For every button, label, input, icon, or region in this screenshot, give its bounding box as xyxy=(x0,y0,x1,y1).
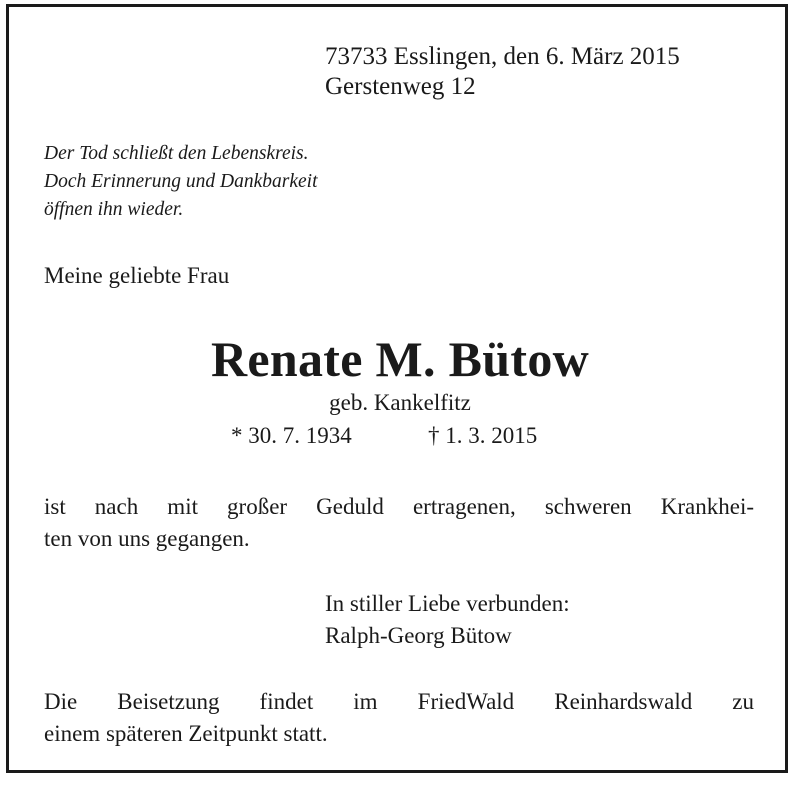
motto-line-1: Der Tod schließt den Lebenskreis. xyxy=(44,143,309,164)
signature-name: Ralph-Georg Bütow xyxy=(325,623,512,648)
maiden-name: geb. Kankelfitz xyxy=(329,390,471,415)
intro-text: Meine geliebte Frau xyxy=(44,263,230,288)
burial-line-1: Die Beisetzung findet im FriedWald Reinhardswald zu xyxy=(44,689,754,714)
signature-greeting: In stiller Liebe verbunden: xyxy=(325,591,570,616)
message-line-2: ten von uns gegangen. xyxy=(44,526,250,551)
motto-line-2: Doch Erinnerung und Dankbarkeit xyxy=(44,171,318,192)
birth-date: * 30. 7. 1934 xyxy=(231,423,352,448)
motto-line-3: öffnen ihn wieder. xyxy=(44,199,184,220)
death-date: † 1. 3. 2015 xyxy=(428,423,538,448)
message-line-1: ist nach mit großer Geduld ertragenen, schweren Krankhei- xyxy=(44,494,754,519)
street-address: Gerstenweg 12 xyxy=(325,73,476,100)
place-date-line: 73733 Esslingen, den 6. März 2015 xyxy=(325,43,680,70)
deceased-name: Renate M. Bütow xyxy=(210,331,590,387)
burial-line-2: einem späteren Zeitpunkt statt. xyxy=(44,721,328,746)
